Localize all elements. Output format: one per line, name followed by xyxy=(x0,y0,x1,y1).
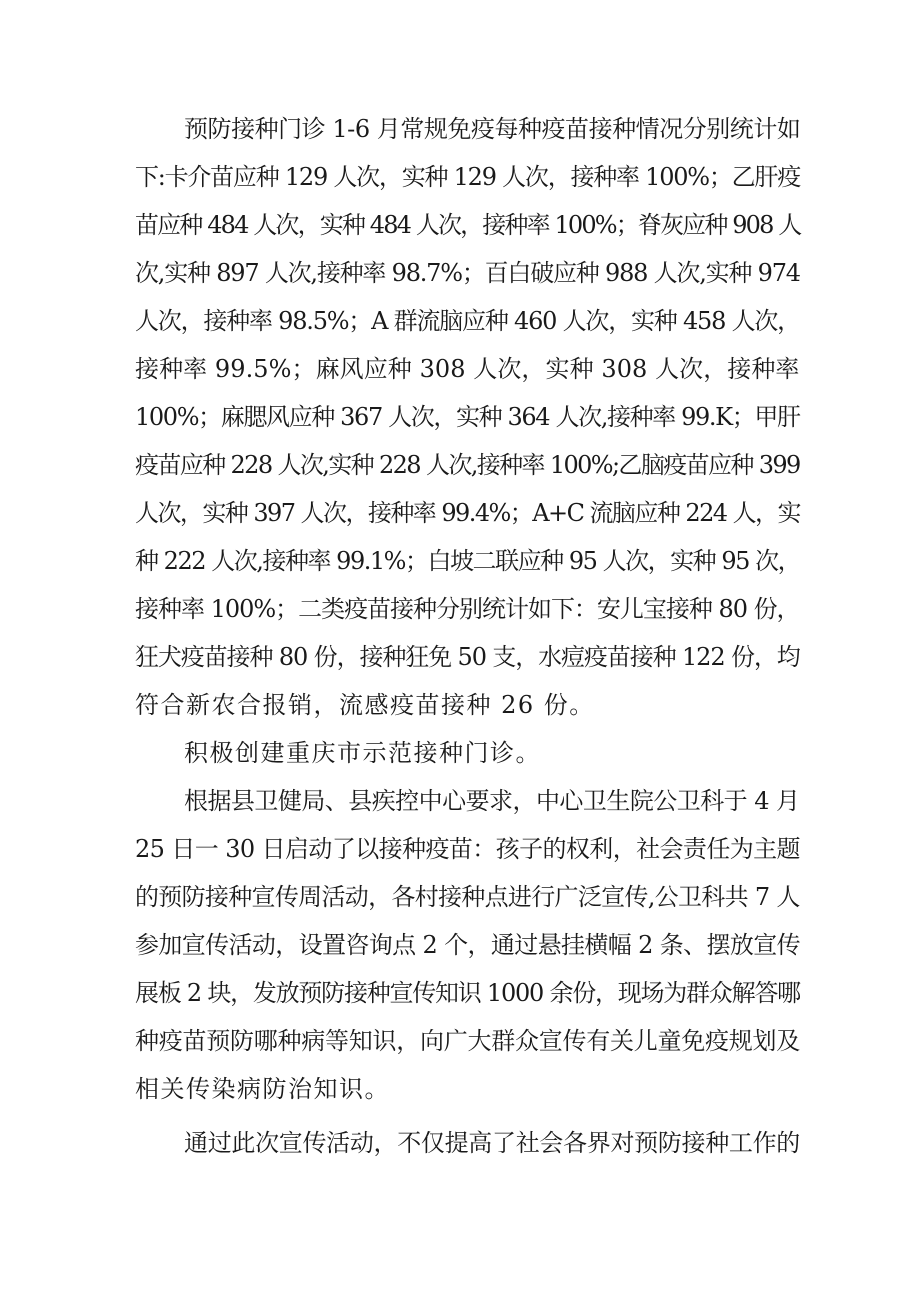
text-line: 次,实种 897 人次,接种率 98.7%；百白破应种 988 人次,实种 974 xyxy=(135,259,800,287)
text-line: 狂犬疫苗接种 80 份，接种狂免 50 支，水痘疫苗接种 122 份，均 xyxy=(135,643,800,671)
text-line: 种疫苗预防哪种病等知识，向广大群众宣传有关儿童免疫规划及 xyxy=(135,1027,800,1055)
text-line: 根据县卫健局、县疾控中心要求，中心卫生院公卫科于 4 月 xyxy=(184,787,800,815)
text-line: 相关传染病防治知识。 xyxy=(135,1075,390,1103)
text-line: 参加宣传活动，设置咨询点 2 个，通过悬挂横幅 2 条、摆放宣传 xyxy=(135,931,801,959)
text-line: 接种率 100%；二类疫苗接种分别统计如下：安儿宝接种 80 份， xyxy=(135,595,800,623)
text-line: 种 222 人次,接种率 99.1%；白坡二联应种 95 人次，实种 95 次， xyxy=(135,547,801,575)
text-line: 积极创建重庆市示范接种门诊。 xyxy=(184,739,541,767)
text-line: 符合新农合报销，流感疫苗接种 26 份。 xyxy=(135,691,595,719)
text-line: 接种率 99.5%；麻风应种 308 人次，实种 308 人次，接种率 xyxy=(135,355,800,383)
text-line: 下:卡介苗应种 129 人次，实种 129 人次，接种率 100%；乙肝疫 xyxy=(135,163,800,191)
text-line: 苗应种 484 人次，实种 484 人次，接种率 100%；脊灰应种 908 人 xyxy=(135,211,801,239)
text-line: 的预防接种宣传周活动，各村接种点进行广泛宣传,公卫科共 7 人 xyxy=(135,883,800,911)
text-line: 展板 2 块，发放预防接种宣传知识 1000 余份，现场为群众解答哪 xyxy=(135,979,800,1007)
text-line: 通过此次宣传活动，不仅提高了社会各界对预防接种工作的 xyxy=(184,1129,800,1157)
text-line: 人次，实种 397 人次，接种率 99.4%；A+C 流脑应种 224 人，实 xyxy=(135,499,800,527)
text-line: 人次，接种率 98.5%；A 群流脑应种 460 人次，实种 458 人次， xyxy=(135,307,800,335)
text-line: 预防接种门诊 1-6 月常规免疫每种疫苗接种情况分别统计如 xyxy=(184,115,801,143)
text-line: 疫苗应种 228 人次,实种 228 人次,接种率 100%;乙脑疫苗应种 399 xyxy=(135,451,800,479)
text-line: 100%；麻腮风应种 367 人次，实种 364 人次,接种率 99.K；甲肝 xyxy=(135,403,800,431)
text-line: 25 日一 30 日启动了以接种疫苗：孩子的权利，社会责任为主题 xyxy=(135,835,800,863)
